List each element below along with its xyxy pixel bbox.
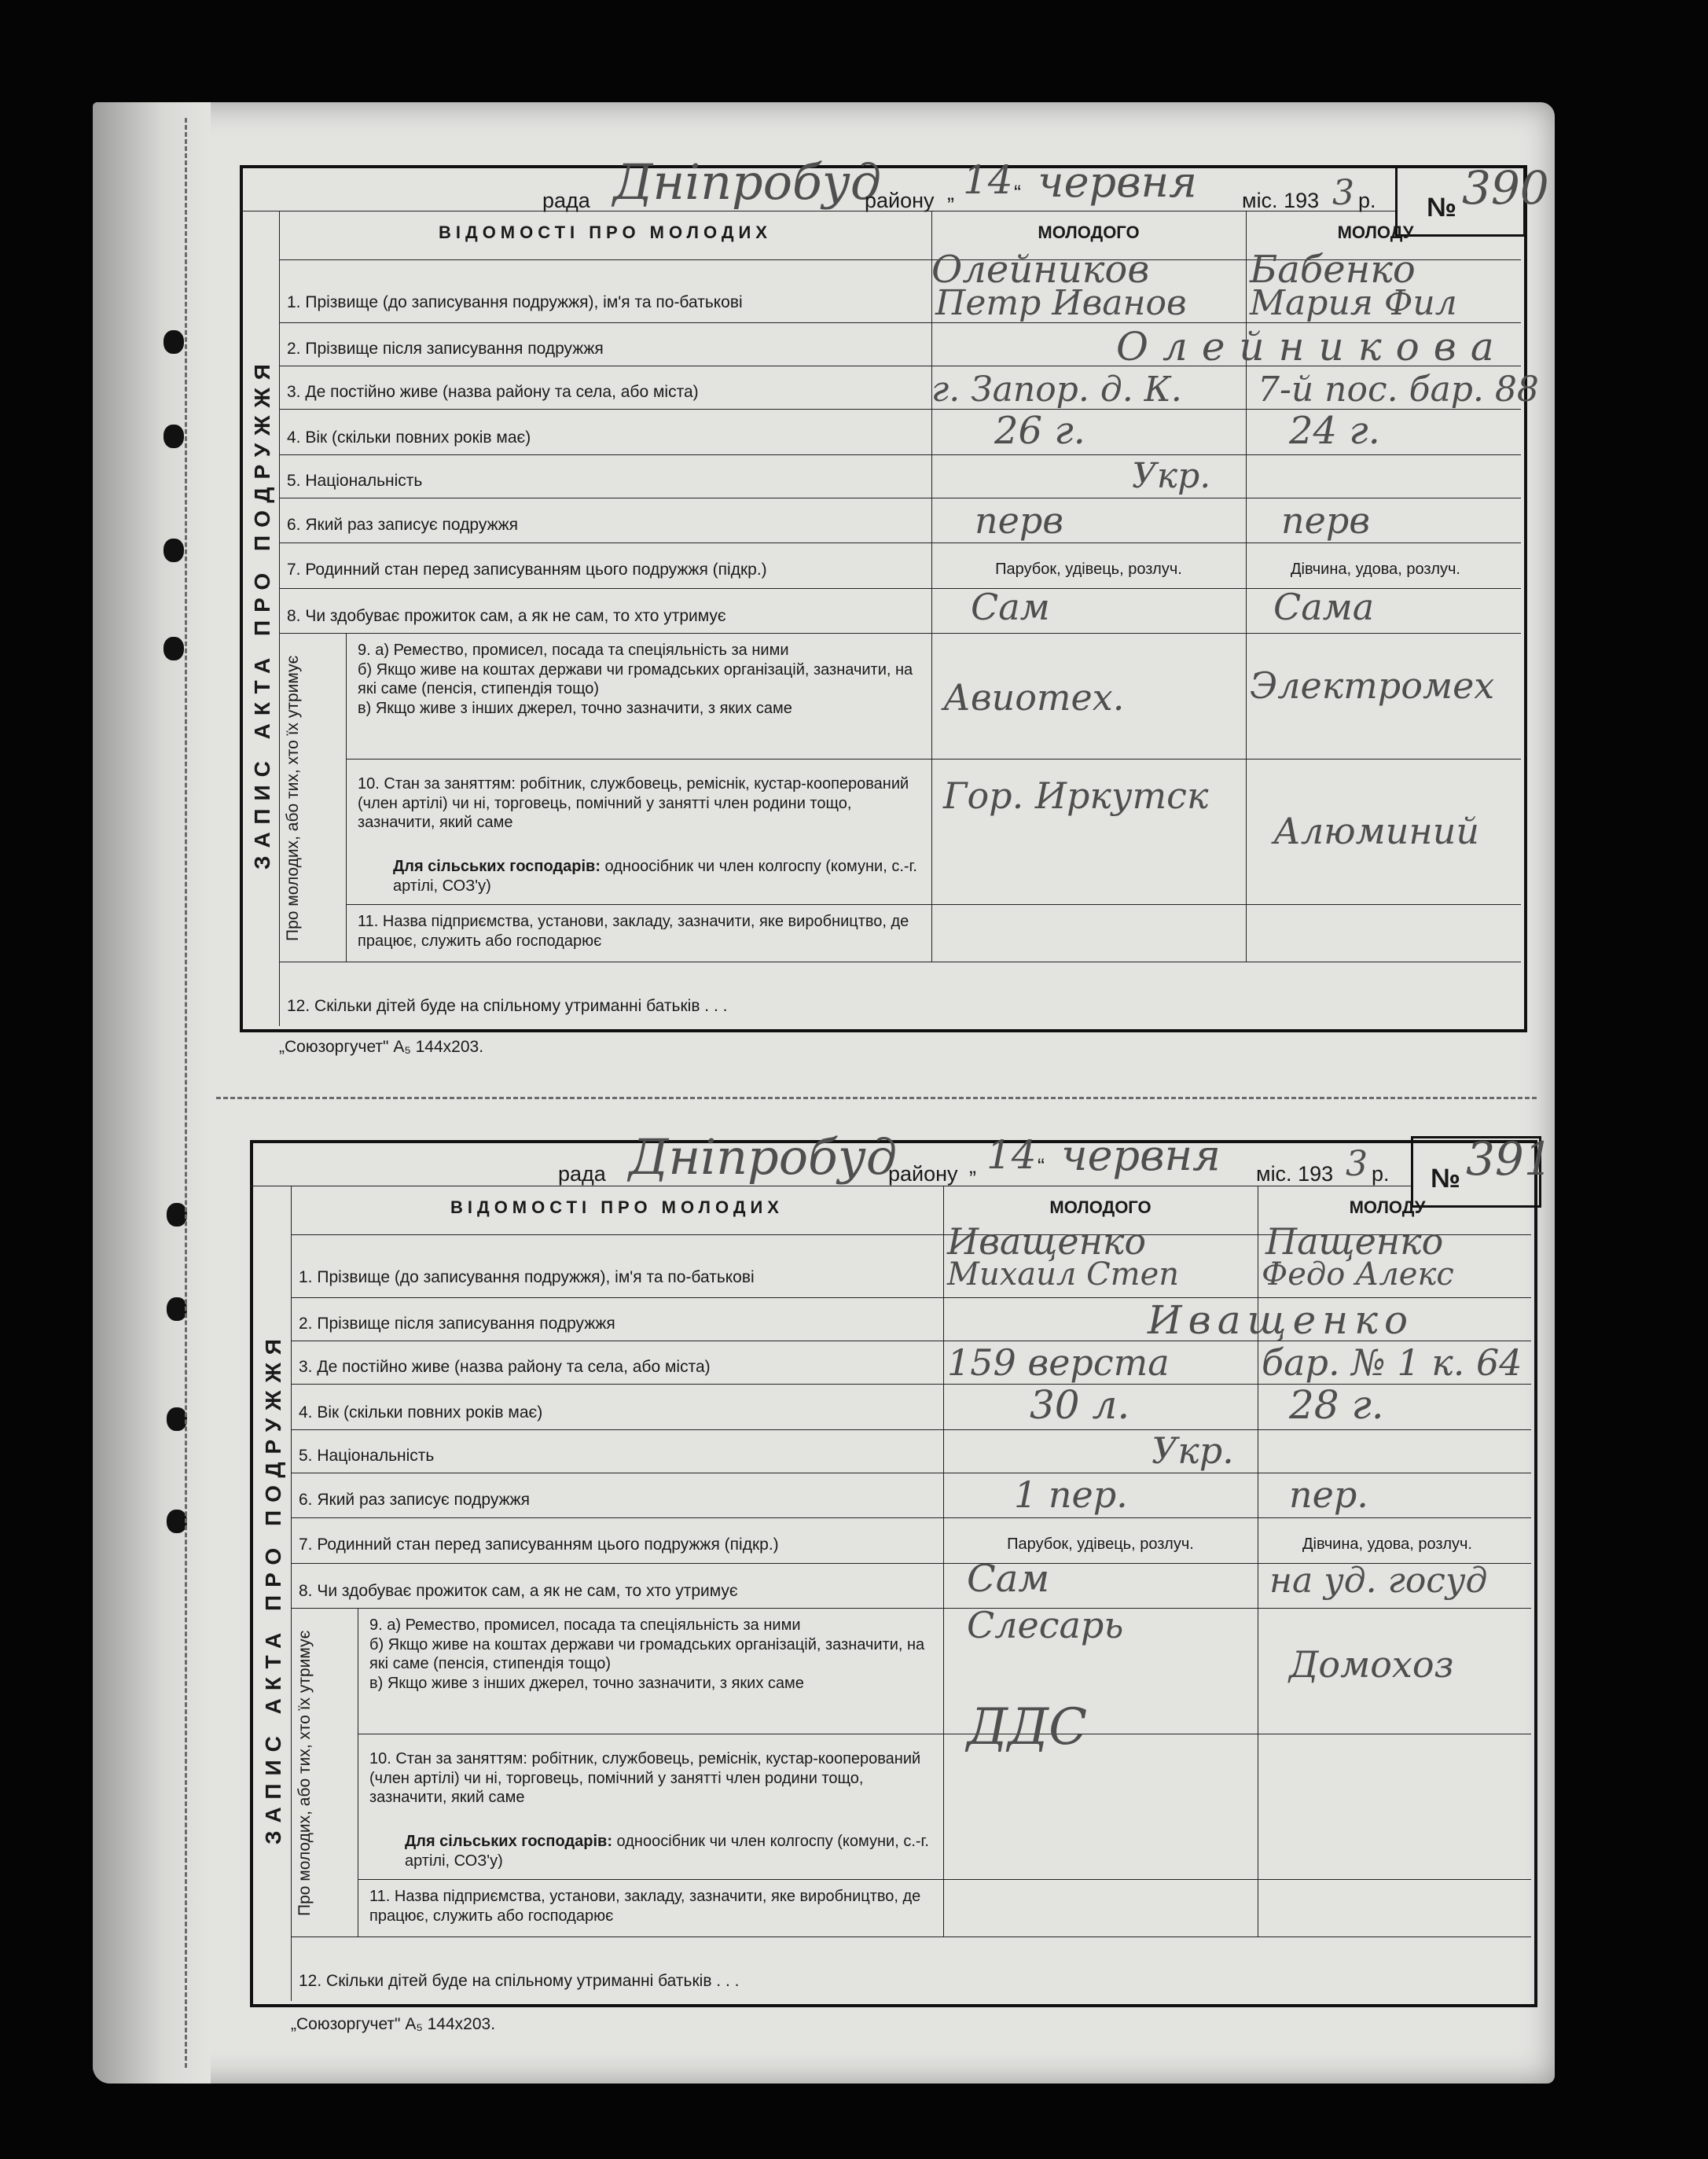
column-head-groom: МОЛОДОГО xyxy=(1049,1197,1152,1217)
mis-label: міс. 193 xyxy=(1242,189,1320,212)
number-label: № xyxy=(1427,193,1456,223)
hw-bride-job: Домохоз xyxy=(1289,1643,1454,1686)
side-title: ЗАПИС АКТА ПРО ПОДРУЖЖЯ xyxy=(250,356,274,870)
hw-groom-place: ДДС xyxy=(967,1698,1088,1756)
row-9-label: 9. а) Ремество, промисел, посада та спеціяльність за ними б) Якщо живе на коштах держави чи громадських організацій, зазначити, на які саме (пенсія, стипендія тощо) в) Якщо живе з інших джерел, точно зазначити, з яких саме xyxy=(369,1616,925,1692)
row-8-label: 8. Чи здобуває прожиток сам, а як не сам, то хто утримує xyxy=(287,607,726,625)
row-3-label: 3. Де постійно живе (назва району та села, або міста) xyxy=(299,1358,711,1376)
hw-bride-place: Алюминий xyxy=(1273,810,1479,852)
day-value: 14 xyxy=(963,157,1013,203)
hw-groom-residence: 159 верста xyxy=(947,1341,1170,1384)
row-12-label: 12. Скільки дітей буде на спільному утриманні батьків . . . xyxy=(287,997,728,1015)
row-7-label: 7. Родинний стан перед записуванням цього подружжя (підкр.) xyxy=(287,561,767,579)
column-head-bride: МОЛОДУ xyxy=(1337,223,1414,242)
number-value: 391 xyxy=(1466,1132,1553,1186)
hw-groom-residence: г. Запор. д. К. xyxy=(931,370,1182,410)
row-6-label: 6. Який раз записує подружжя xyxy=(299,1491,531,1509)
hw-bride-residence: 7-й пос. бар. 88 xyxy=(1258,370,1539,410)
row-4-label: 4. Вік (скільки повних років має) xyxy=(299,1403,543,1422)
number-value: 390 xyxy=(1462,161,1549,215)
row-1-label: 1. Прізвище (до записування подружжя), ім'я та по-батькові xyxy=(299,1268,755,1286)
status-options-bride: Дівчина, удова, розлуч. xyxy=(1302,1536,1472,1553)
month-value: червня xyxy=(1038,157,1197,207)
row-11-label: 11. Назва підприємства, установи, закладу, зазначити, яке виробництво, де працює, служить або господарює xyxy=(369,1888,921,1925)
row-4-label: 4. Вік (скільки повних років має) xyxy=(287,428,531,447)
column-head-info: ВІДОМОСТІ ПРО МОЛОДИХ xyxy=(450,1197,784,1217)
r-label: р. xyxy=(1372,1162,1390,1186)
rada-value: Дніпробуд xyxy=(613,153,882,211)
hw-new-surname: Иващенко xyxy=(1148,1297,1415,1343)
marriage-record-form-1 xyxy=(0,0,1549,1056)
hw-bride-name: Мария Фил xyxy=(1250,283,1457,323)
hw-bride-age: 24 г. xyxy=(1289,409,1380,453)
rada-label: рада xyxy=(542,189,590,212)
hw-bride-residence: бар. № 1 к. 64 xyxy=(1262,1341,1523,1384)
hw-nationality: Укр. xyxy=(1152,1429,1234,1472)
hw-groom-name: Петр Иванов xyxy=(935,283,1187,323)
row-3-label: 3. Де постійно живе (назва району та села, або міста) xyxy=(287,383,699,401)
r-label: р. xyxy=(1358,189,1376,212)
hw-groom-age: 30 л. xyxy=(1030,1382,1130,1428)
row-12-label: 12. Скільки дітей буде на спільному утриманні батьків . . . xyxy=(299,1972,740,1990)
hw-bride-times: перв xyxy=(1281,499,1371,542)
row-9-label: 9. а) Ремество, промисел, посада та спеціяльність за ними б) Якщо живе на коштах держави чи громадських організацій, зазначити, на які саме (пенсія, стипендія тощо) в) Якщо живе з інших джерел, точно зазначити, з яких саме xyxy=(358,642,913,717)
column-head-bride: МОЛОДУ xyxy=(1349,1197,1426,1217)
row-6-label: 6. Який раз записує подружжя xyxy=(287,516,519,534)
row-2-label: 2. Прізвище після записування подружжя xyxy=(299,1315,615,1333)
side-subtitle: Про молодих, або тих, хто їх утримує xyxy=(284,655,302,941)
row-10b-label: Для сільських господарів: одноосібник чи член колгоспу (комуни, с.-г. артілі, СОЗ'у) xyxy=(405,1833,929,1870)
row-10b-label: Для сільських господарів: одноосібник чи член колгоспу (комуни, с.-г. артілі, СОЗ'у) xyxy=(393,858,917,895)
column-head-groom: МОЛОДОГО xyxy=(1038,223,1140,242)
hw-bride-times: пер. xyxy=(1289,1473,1368,1516)
hw-groom-age: 26 г. xyxy=(994,409,1085,453)
hw-bride-name: Федо Алекс xyxy=(1262,1256,1454,1293)
raion-label: району xyxy=(865,189,935,212)
row-8-label: 8. Чи здобуває прожиток сам, а як не сам, то хто утримує xyxy=(299,1582,738,1600)
status-options-groom: Парубок, удівець, розлуч. xyxy=(1007,1536,1194,1553)
row-7-label: 7. Родинний стан перед записуванням цього подружжя (підкр.) xyxy=(299,1536,779,1554)
number-label: № xyxy=(1431,1164,1460,1194)
hw-groom-name: Михаил Степ xyxy=(947,1256,1180,1293)
hw-groom-support: Сам xyxy=(967,1557,1050,1601)
hw-bride-surname: Бабенко xyxy=(1250,248,1416,292)
year-digit: 3 xyxy=(1346,1144,1368,1184)
row-1-label: 1. Прізвище (до записування подружжя), ім'я та по-батькові xyxy=(287,293,743,311)
month-value: червня xyxy=(1061,1131,1221,1180)
row-10-label: 10. Стан за заняттям: робітник, службовець, реміснік, кустар-кооперований (член артілі) чи ні, торговець, помічний у занятті член родини тощо, зазначити, який саме xyxy=(369,1750,921,1807)
rada-label: рада xyxy=(558,1162,606,1186)
quote-mark: „ xyxy=(969,1154,976,1178)
side-title: ЗАПИС АКТА ПРО ПОДРУЖЖЯ xyxy=(261,1331,285,1845)
row-5-label: 5. Національність xyxy=(299,1447,435,1465)
status-options-groom: Парубок, удівець, розлуч. xyxy=(995,561,1182,578)
hw-groom-job: Авиотех. xyxy=(943,676,1125,719)
quote-mark: “ xyxy=(1038,1154,1045,1178)
hw-bride-age: 28 г. xyxy=(1289,1382,1384,1428)
raion-label: району xyxy=(888,1162,958,1186)
hw-groom-times: 1 пер. xyxy=(1014,1473,1128,1516)
hw-groom-support: Сам xyxy=(971,586,1050,628)
hw-groom-place: Гор. Иркутск xyxy=(943,774,1209,817)
hw-groom-job: Слесарь xyxy=(967,1604,1124,1646)
hw-groom-surname: Иващенко xyxy=(947,1220,1147,1263)
row-11-label: 11. Назва підприємства, установи, закладу, зазначити, яке виробництво, де працює, служить або господарює xyxy=(358,913,909,950)
hw-bride-support: Сама xyxy=(1273,586,1375,628)
status-options-bride: Дівчина, удова, розлуч. xyxy=(1291,561,1460,578)
year-digit: 3 xyxy=(1332,173,1354,213)
hw-nationality: Укр. xyxy=(1132,456,1211,496)
form-footer: „Союзоргучет" А₅ 144х203. xyxy=(291,2015,496,2033)
hw-bride-job: Электромех xyxy=(1250,664,1495,707)
column-head-info: ВІДОМОСТІ ПРО МОЛОДИХ xyxy=(439,223,772,242)
day-value: 14 xyxy=(986,1132,1037,1178)
row-5-label: 5. Національність xyxy=(287,472,423,490)
hw-bride-support: на уд. госуд xyxy=(1269,1561,1488,1601)
hw-bride-surname: Пащенко xyxy=(1265,1220,1444,1263)
row-2-label: 2. Прізвище після записування подружжя xyxy=(287,340,604,358)
quote-mark: „ xyxy=(947,181,954,204)
marriage-record-form-2 xyxy=(0,975,1553,2033)
form-footer: „Союзоргучет" А₅ 144х203. xyxy=(279,1038,484,1056)
row-10-label: 10. Стан за заняттям: робітник, службовець, реміснік, кустар-кооперований (член артілі) чи ні, торговець, помічний у занятті член родини тощо, зазначити, який саме xyxy=(358,775,909,832)
hw-groom-times: перв xyxy=(975,499,1064,542)
hw-groom-surname: Олейников xyxy=(931,248,1150,292)
hw-new-surname: Олейникова xyxy=(1116,324,1508,370)
mis-label: міс. 193 xyxy=(1256,1162,1334,1186)
rada-value: Дніпробуд xyxy=(629,1128,898,1186)
quote-mark: “ xyxy=(1014,181,1021,204)
side-subtitle: Про молодих, або тих, хто їх утримує xyxy=(296,1630,314,1916)
